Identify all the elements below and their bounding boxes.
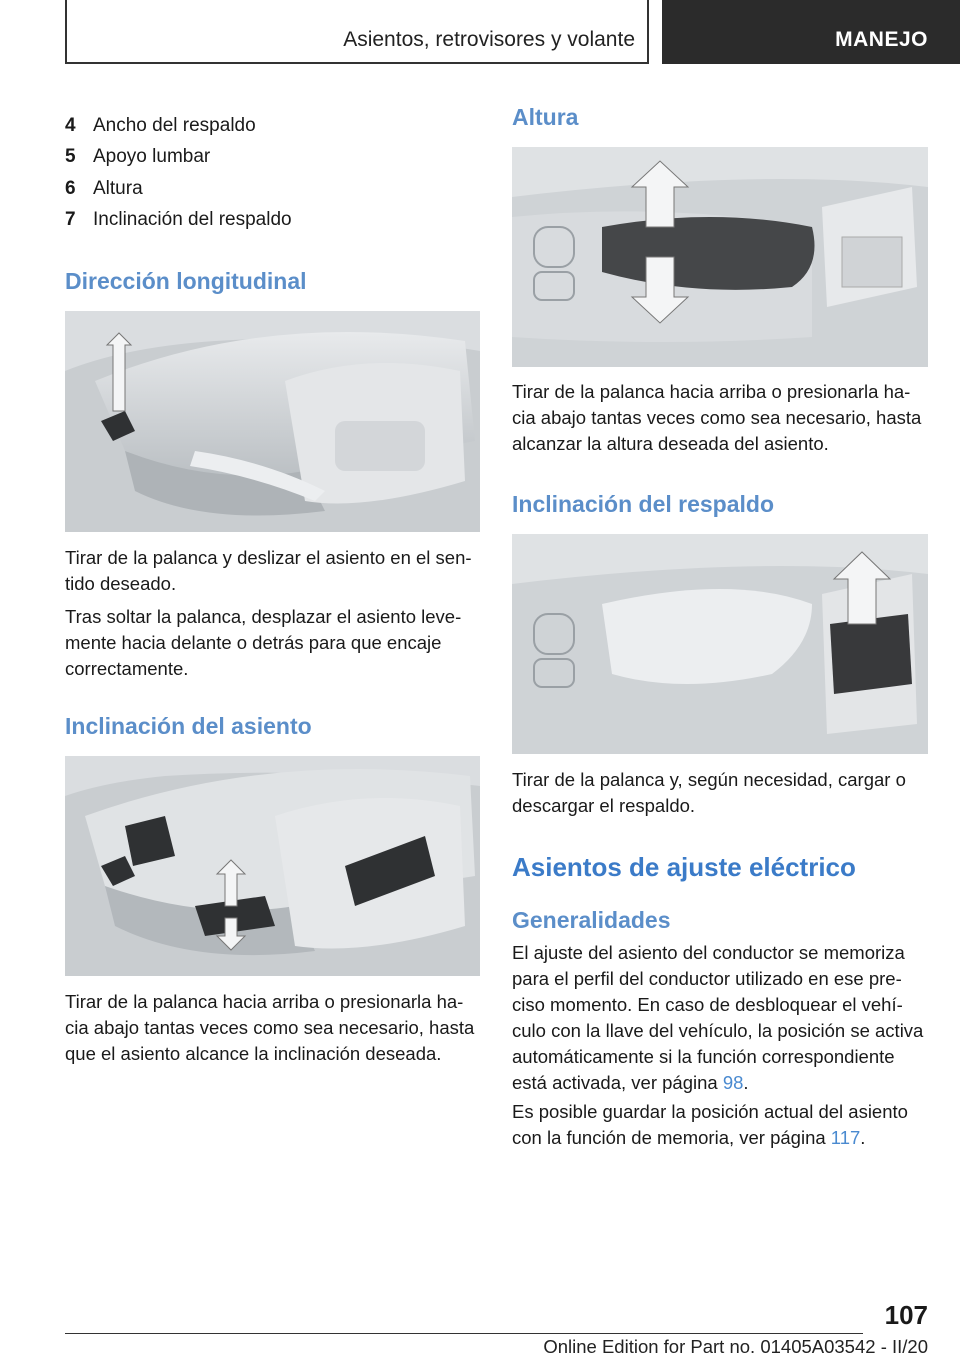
heading-altura: Altura bbox=[512, 104, 579, 130]
seat-longitudinal-illustration bbox=[65, 311, 480, 532]
paragraph-generalidades-1: El ajuste del asiento del conductor se memoriza para el perfil del conductor utilizado en ese pre-ciso momento. En caso de desbloquear el vehí-culo con la llave del vehículo, la posición se activa automáticamente si la función correspondiente está activada, ver página 98. bbox=[512, 942, 924, 1093]
legend-list bbox=[65, 110, 480, 236]
legend-number: 4 bbox=[65, 114, 76, 136]
list-item bbox=[65, 205, 480, 237]
header-title-box bbox=[65, 0, 649, 64]
paragraph-generalidades-2: Es posible guardar la posición actual del asiento con la función de memoria, ver página 117. bbox=[512, 1101, 908, 1148]
legend-label: Altura bbox=[93, 177, 143, 199]
heading-longitudinal: Dirección longitudinal bbox=[65, 268, 307, 294]
list-item bbox=[65, 142, 480, 174]
section-label: MANEJO bbox=[835, 28, 928, 51]
legend-number: 7 bbox=[65, 209, 76, 231]
heading-generalidades: Generalidades bbox=[512, 907, 671, 933]
list-item bbox=[65, 110, 480, 142]
chapter-title: Asientos, retrovisores y volante bbox=[343, 28, 635, 51]
paragraph-inclinacion-asiento: Tirar de la palanca hacia arriba o presionarla ha-cia abajo tantas veces como sea necesario, hasta que el asiento alcance la inclinación deseada. bbox=[65, 991, 475, 1064]
header-section-box bbox=[662, 0, 960, 64]
footer-divider bbox=[65, 1333, 863, 1334]
list-item bbox=[65, 173, 480, 205]
paragraph-longitudinal-1: Tirar de la palanca y deslizar el asiento en el sen-tido deseado. bbox=[65, 547, 472, 594]
backrest-tilt-illustration bbox=[512, 534, 928, 754]
heading-inclinacion-asiento: Inclinación del asiento bbox=[65, 713, 312, 739]
seat-tilt-illustration bbox=[65, 756, 480, 976]
legend-label: Apoyo lumbar bbox=[93, 146, 211, 168]
legend-number: 6 bbox=[65, 177, 76, 199]
page-number: 107 bbox=[884, 1300, 928, 1330]
page-link-117[interactable]: 117 bbox=[830, 1127, 861, 1148]
footer-edition: Online Edition for Part no. 01405A03542 - II/20 bbox=[543, 1336, 928, 1357]
paragraph-inclinacion-respaldo: Tirar de la palanca y, según necesidad, cargar o descargar el respaldo. bbox=[512, 769, 906, 816]
seat-height-illustration bbox=[512, 147, 928, 367]
heading-asientos-electricos: Asientos de ajuste eléctrico bbox=[512, 852, 856, 882]
paragraph-altura: Tirar de la palanca hacia arriba o presionarla ha-cia abajo tantas veces como sea necesario, hasta alcanzar la altura deseada del asiento. bbox=[512, 381, 922, 454]
legend-label: Inclinación del respaldo bbox=[93, 209, 292, 231]
legend-number: 5 bbox=[65, 146, 76, 168]
page-link-98[interactable]: 98 bbox=[722, 1072, 744, 1093]
heading-inclinacion-respaldo: Inclinación del respaldo bbox=[512, 491, 775, 517]
paragraph-longitudinal-2: Tras soltar la palanca, desplazar el asiento leve-mente hacia delante o detrás para que encaje correctamente. bbox=[65, 606, 462, 679]
legend-label: Ancho del respaldo bbox=[93, 114, 256, 136]
